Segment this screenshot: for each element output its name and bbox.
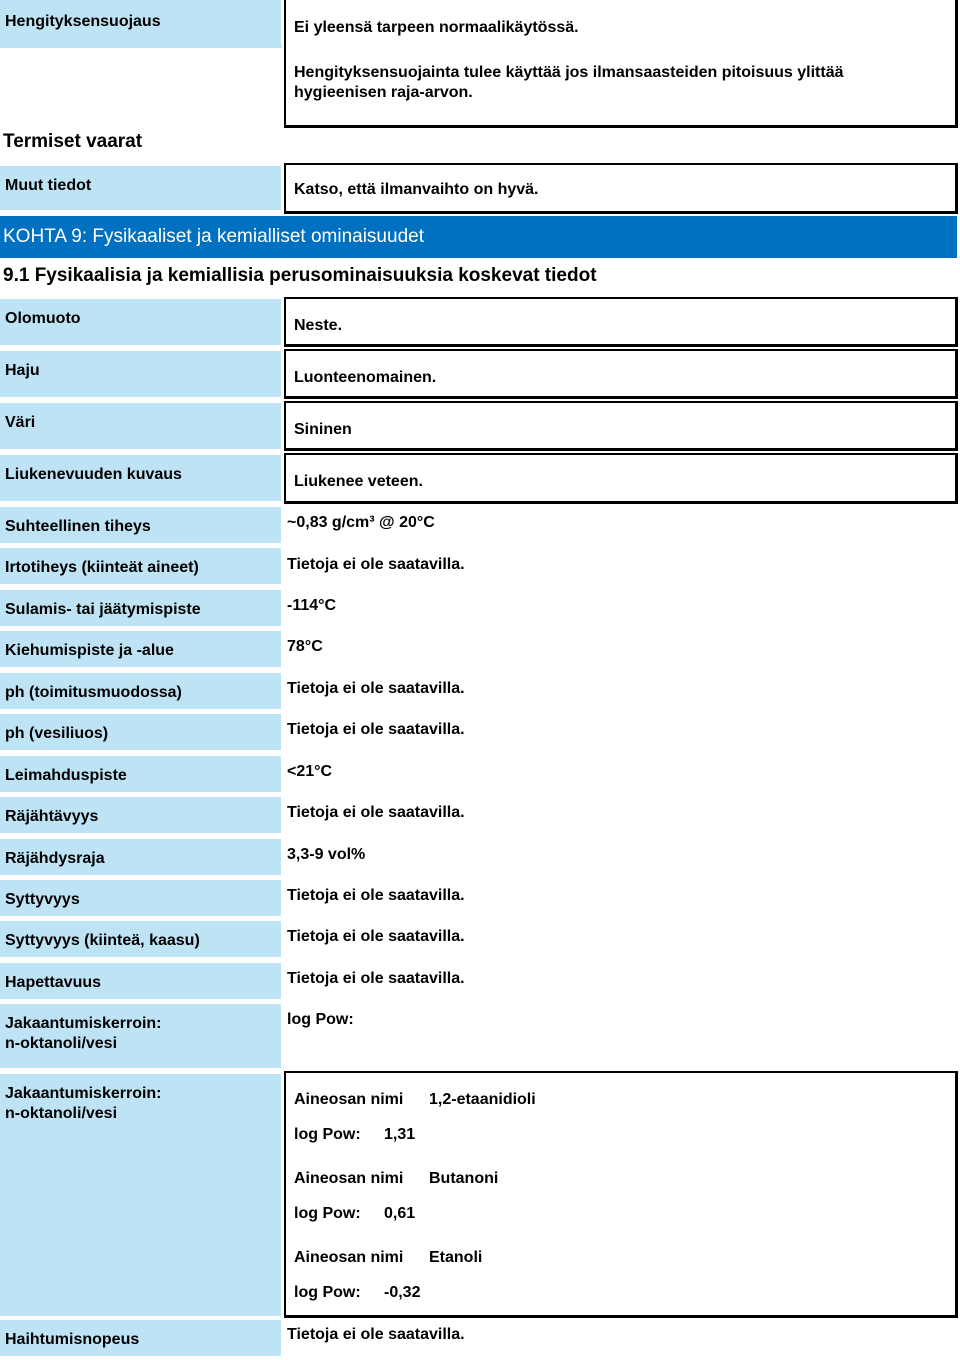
box-vari bbox=[284, 401, 958, 451]
component-name: Butanoni bbox=[429, 1170, 499, 1187]
box-muut-tiedot bbox=[284, 163, 958, 214]
component-pow-label: log Pow: bbox=[294, 1205, 361, 1222]
value-liukenevuus: Liukenee veteen. bbox=[294, 473, 423, 490]
label-muut-tiedot: Muut tiedot bbox=[0, 166, 281, 210]
section-subheader: 9.1 Fysikaalisia ja kemiallisia perusominaisuuksia koskevat tiedot bbox=[3, 265, 597, 286]
label-suhteellinen-tiheys: Suhteellinen tiheys bbox=[0, 507, 281, 543]
label-rajahtavyys: Räjähtävyys bbox=[0, 797, 281, 833]
value-haju: Luonteenomainen. bbox=[294, 369, 437, 386]
component-pow: 1,31 bbox=[384, 1126, 416, 1143]
box-olomuoto bbox=[284, 297, 958, 347]
value-leimahduspiste: <21°C bbox=[287, 763, 333, 780]
label-vari: Väri bbox=[0, 403, 281, 449]
component-name-label: Aineosan nimi bbox=[294, 1091, 404, 1108]
label-jakaantumiskerroin-2-line1: Jakaantumiskerroin: bbox=[5, 1085, 162, 1102]
value-ph-vesiliuos: Tietoja ei ole saatavilla. bbox=[287, 721, 465, 738]
box-hengityksensuojaus bbox=[284, 0, 958, 128]
value-muut-tiedot: Katso, että ilmanvaihto on hyvä. bbox=[294, 181, 539, 198]
value-haihtumisnopeus: Tietoja ei ole saatavilla. bbox=[287, 1326, 465, 1343]
label-jakaantumiskerroin-1-line1: Jakaantumiskerroin: bbox=[5, 1015, 162, 1032]
value-rajahdysraja: 3,3-9 vol% bbox=[287, 846, 366, 863]
value-vari: Sininen bbox=[294, 421, 352, 438]
label-jakaantumiskerroin-1-line2: n-oktanoli/vesi bbox=[5, 1035, 118, 1052]
value-suhteellinen-tiheys: ~0,83 g/cm³ @ 20°C bbox=[287, 514, 435, 531]
value-rajahtavyys: Tietoja ei ole saatavilla. bbox=[287, 804, 465, 821]
value-line2: Hengityksensuojainta tulee käyttää jos ilmansaasteiden pitoisuus ylittää bbox=[294, 64, 844, 81]
value-line3: hygieenisen raja-arvon. bbox=[294, 84, 473, 101]
component-name-label: Aineosan nimi bbox=[294, 1170, 404, 1187]
value-irtotiheys: Tietoja ei ole saatavilla. bbox=[287, 556, 465, 573]
value-ph-toimitus: Tietoja ei ole saatavilla. bbox=[287, 680, 465, 697]
label-kiehumispiste: Kiehumispiste ja -alue bbox=[0, 631, 281, 667]
label-jakaantumiskerroin-1 bbox=[0, 1004, 281, 1068]
label-liukenevuus: Liukenevuuden kuvaus bbox=[0, 455, 281, 501]
label-irtotiheys: Irtotiheys (kiinteät aineet) bbox=[0, 548, 281, 584]
label-syttyvyys-kiintea: Syttyvyys (kiinteä, kaasu) bbox=[0, 921, 281, 957]
box-liukenevuus bbox=[284, 453, 958, 504]
box-haju bbox=[284, 349, 958, 399]
label-jakaantumiskerroin-2-line2: n-oktanoli/vesi bbox=[5, 1105, 118, 1122]
box-components bbox=[284, 1071, 958, 1318]
label-haihtumisnopeus: Haihtumisnopeus bbox=[0, 1320, 281, 1356]
value-kiehumispiste: 78°C bbox=[287, 638, 323, 655]
value-hapettavuus: Tietoja ei ole saatavilla. bbox=[287, 970, 465, 987]
label-hapettavuus: Hapettavuus bbox=[0, 963, 281, 999]
value-log-pow-1: log Pow: bbox=[287, 1011, 354, 1028]
value-syttyvyys-kiintea: Tietoja ei ole saatavilla. bbox=[287, 928, 465, 945]
section-header: KOHTA 9: Fysikaaliset ja kemialliset ominaisuudet bbox=[0, 216, 957, 258]
label-rajahdysraja: Räjähdysraja bbox=[0, 839, 281, 875]
label-jakaantumiskerroin-2 bbox=[0, 1074, 281, 1316]
value-olomuoto: Neste. bbox=[294, 317, 343, 334]
label-sulamispiste: Sulamis- tai jäätymispiste bbox=[0, 590, 281, 626]
label-ph-toimitus: ph (toimitusmuodossa) bbox=[0, 673, 281, 709]
component-pow-label: log Pow: bbox=[294, 1126, 361, 1143]
label-syttyvyys: Syttyvyys bbox=[0, 880, 281, 916]
value-line1: Ei yleensä tarpeen normaalikäytössä. bbox=[294, 19, 579, 36]
heading-termiset-vaarat: Termiset vaarat bbox=[3, 131, 143, 152]
component-name: Etanoli bbox=[429, 1249, 483, 1266]
component-pow: -0,32 bbox=[384, 1284, 421, 1301]
label-underline bbox=[0, 44, 282, 48]
label-haju: Haju bbox=[0, 351, 281, 397]
label-hengityksensuojaus: Hengityksensuojaus bbox=[0, 0, 281, 44]
label-olomuoto: Olomuoto bbox=[0, 299, 281, 345]
value-syttyvyys: Tietoja ei ole saatavilla. bbox=[287, 887, 465, 904]
component-name-label: Aineosan nimi bbox=[294, 1249, 404, 1266]
component-name: 1,2-etaanidioli bbox=[429, 1091, 536, 1108]
component-pow-label: log Pow: bbox=[294, 1284, 361, 1301]
value-sulamispiste: -114°C bbox=[287, 597, 337, 614]
label-ph-vesiliuos: ph (vesiliuos) bbox=[0, 714, 281, 750]
label-leimahduspiste: Leimahduspiste bbox=[0, 756, 281, 792]
component-pow: 0,61 bbox=[384, 1205, 416, 1222]
